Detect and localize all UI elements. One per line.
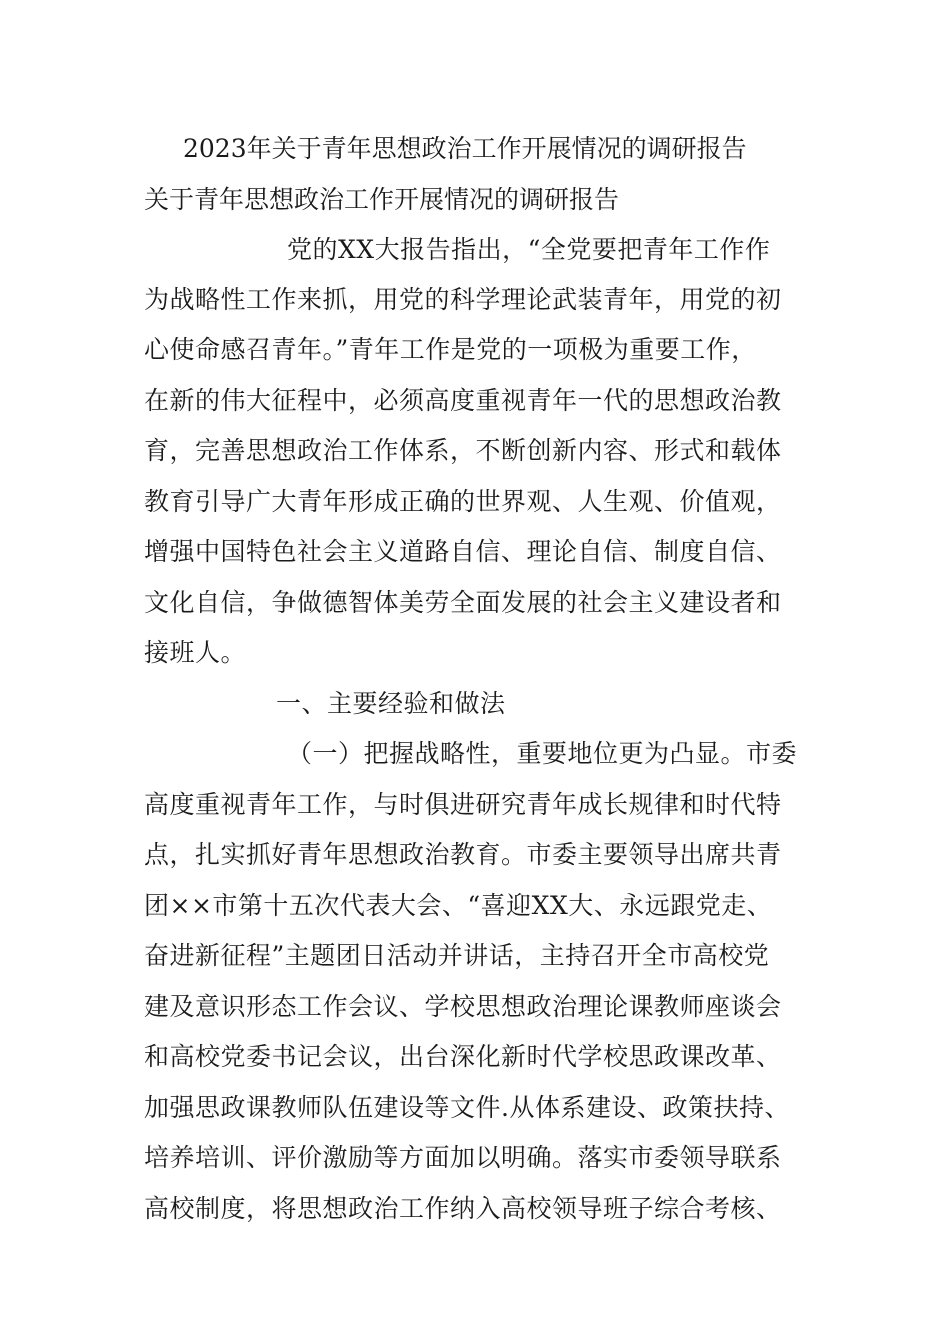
paragraph-line: 点，扎实抓好青年思想政治教育。市委主要领导出席共青: [144, 840, 782, 869]
paragraph-line: 高度重视青年工作，与时俱进研究青年成长规律和时代特: [144, 790, 782, 819]
paragraph-line: 建及意识形态工作会议、学校思想政治理论课教师座谈会: [144, 992, 782, 1021]
paragraph-line: 育，完善思想政治工作体系，不断创新内容、形式和载体: [144, 436, 782, 465]
paragraph-line: 文化自信，争做德智体美劳全面发展的社会主义建设者和: [144, 588, 782, 617]
paragraph-line: 接班人。: [144, 638, 247, 667]
paragraph-line: 和高校党委书记会议，出台深化新时代学校思政课改革、: [144, 1042, 782, 1071]
paragraph-line: 团××市第十五次代表大会、“喜迎XX大、永远跟党走、: [144, 891, 773, 920]
paragraph-line: 增强中国特色社会主义道路自信、理论自信、制度自信、: [144, 537, 782, 566]
paragraph-line: 党的XX大报告指出，“全党要把青年工作作: [287, 235, 771, 264]
paragraph-line: 在新的伟大征程中，必须高度重视青年一代的思想政治教: [144, 386, 782, 415]
paragraph-line: 加强思政课教师队伍建设等文件.从体系建设、政策扶持、: [144, 1093, 790, 1122]
document-title: 2023年关于青年思想政治工作开展情况的调研报告: [183, 134, 747, 163]
paragraph-line: 教育引导广大青年形成正确的世界观、人生观、价值观，: [144, 487, 782, 516]
document-subtitle: 关于青年思想政治工作开展情况的调研报告: [144, 185, 620, 214]
paragraph-line: 奋进新征程”主题团日活动并讲话，主持召开全市高校党: [144, 941, 770, 970]
paragraph-line: （一）把握战略性，重要地位更为凸显。市委: [287, 739, 798, 768]
paragraph-line: 高校制度，将思想政治工作纳入高校领导班子综合考核、: [144, 1194, 782, 1223]
paragraph-line: 心使命感召青年。”青年工作是党的一项极为重要工作，: [144, 335, 757, 364]
paragraph-line: 为战略性工作来抓，用党的科学理论武装青年，用党的初: [144, 285, 782, 314]
paragraph-line: 培养培训、评价激励等方面加以明确。落实市委领导联系: [144, 1143, 782, 1172]
section-heading: 一、主要经验和做法: [276, 689, 506, 718]
